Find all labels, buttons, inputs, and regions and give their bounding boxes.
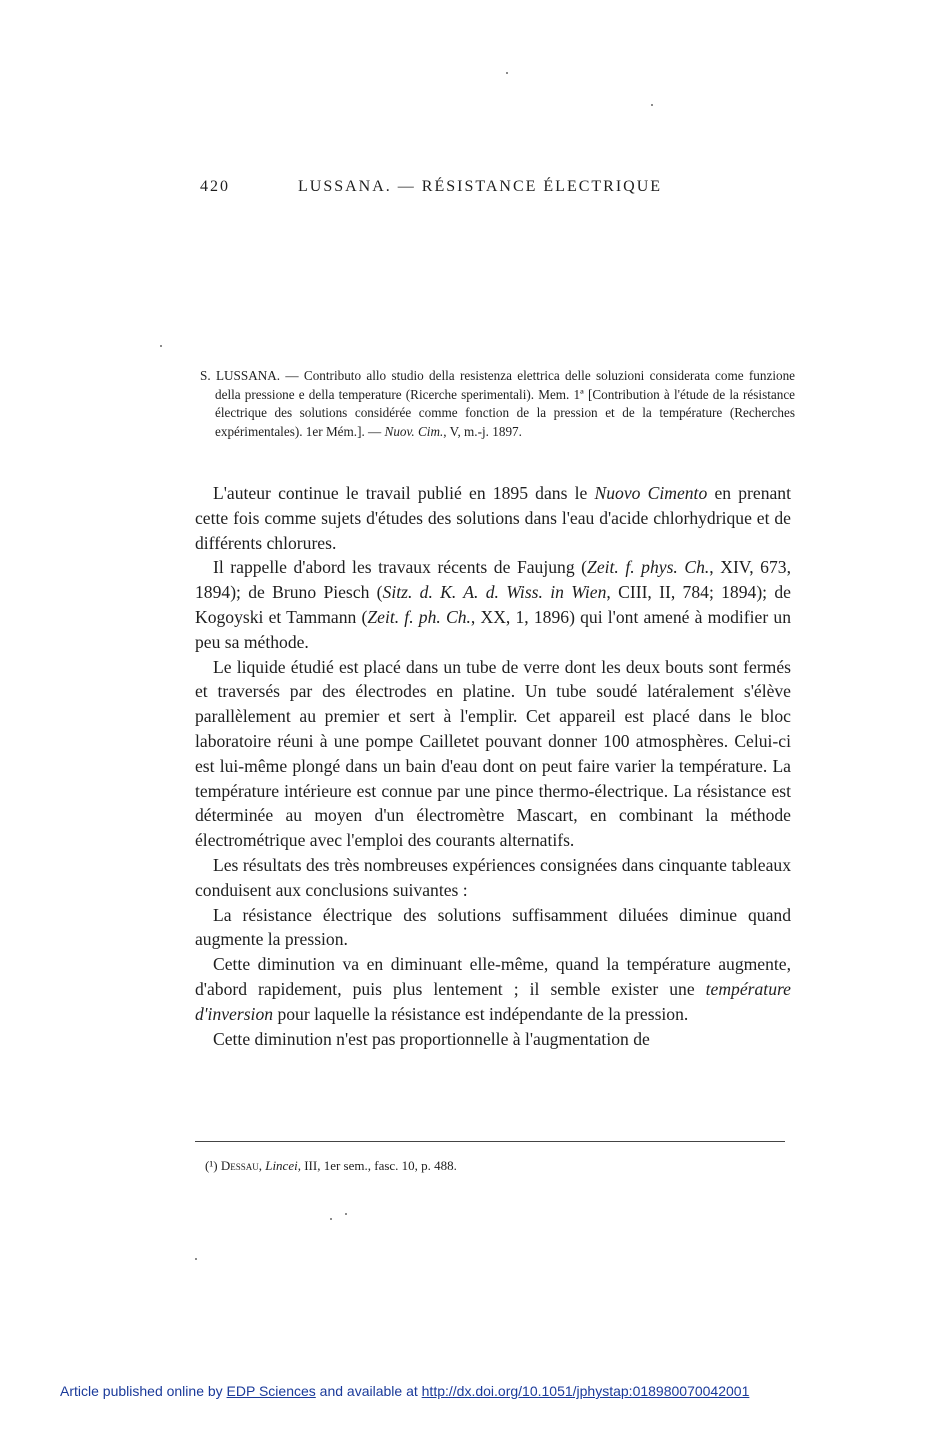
- footnote-journal: Lincei,: [265, 1158, 301, 1173]
- text-run: en prenant cette fois comme sujets d'études des solutions dans l'eau d'acide chlorhydrique et de différents chlorures.: [195, 483, 791, 553]
- paragraph: Cette diminution n'est pas proportionnelle à l'augmentation de: [213, 1028, 650, 1049]
- paragraph: La résistance électrique des solutions suffisamment diluées diminue quand augmente la pression.: [195, 904, 791, 950]
- text-run: , XX, 1, 1896) qui l'ont amené à modifier un peu sa méthode.: [195, 606, 791, 652]
- notice-prefix: Article published online by: [60, 1383, 227, 1399]
- footnote-rule: [195, 1141, 785, 1142]
- italic-text: Sitz. d. K. A. d. Wiss. in Wien: [382, 582, 607, 603]
- entry-author: S. LUSSANA. —: [200, 368, 299, 383]
- paragraph: [195, 952, 791, 1026]
- scan-speck: [330, 1218, 332, 1220]
- text-run: , XIV, 673, 1894); de Bruno Piesch (: [195, 557, 791, 603]
- paragraph: [195, 481, 791, 555]
- italic-text: température d'inversion: [195, 978, 791, 1024]
- paragraph: [195, 555, 791, 654]
- scan-speck: [345, 1213, 347, 1215]
- scan-speck: [506, 72, 508, 74]
- footnote: [205, 1158, 785, 1174]
- footnote-author: Dessau,: [220, 1158, 262, 1173]
- italic-text: Zeit. f. phys. Ch.: [587, 557, 710, 578]
- scan-speck: [195, 1258, 197, 1260]
- text-run: L'auteur continue le travail publié en 1895 dans le: [213, 483, 595, 503]
- italic-text: Nuovo Cimento: [594, 483, 708, 503]
- footnote-marker: (¹): [205, 1158, 218, 1173]
- text-run: Cette diminution va en diminuant elle-même, quand la température augmente, d'abord rapidement, puis plus lentement ; il semble exister une: [195, 954, 791, 999]
- scan-speck: [160, 345, 162, 347]
- entry-citation: , V, m.-j. 1897.: [443, 423, 522, 439]
- notice-middle: and available at: [315, 1383, 422, 1399]
- page-number: 420: [200, 178, 230, 195]
- entry-journal: Nuov. Cim.: [384, 423, 444, 439]
- doi-link[interactable]: http://dx.doi.org/10.1051/jphystap:018980070042001: [421, 1383, 750, 1399]
- text-run: Il rappelle d'abord les travaux récents de Faujung (: [213, 557, 588, 578]
- text-run: , CIII, II, 784; 1894); de Kogoyski et Tammann (: [195, 582, 791, 627]
- publisher-link[interactable]: EDP Sciences: [226, 1383, 316, 1399]
- entry-title-french: [Contribution à l'étude de la résistance électrique des solutions considérée comme fonction de la pression et de la température (Recherches expérimentales). 1er Mém.]. —: [215, 386, 796, 439]
- running-title: LUSSANA. — RÉSISTANCE ÉLECTRIQUE: [298, 178, 663, 195]
- scan-speck: [651, 104, 653, 106]
- footnote-reference: III, 1er sem., fasc. 10, p. 488.: [304, 1158, 457, 1173]
- bibliographic-entry: [200, 367, 795, 441]
- italic-text: Zeit. f. ph. Ch.: [367, 606, 471, 627]
- article-body: [195, 481, 791, 1051]
- paragraph: Les résultats des très nombreuses expériences consignées dans cinquante tableaux conduisent aux conclusions suivantes :: [195, 854, 791, 900]
- paragraph: Le liquide étudié est placé dans un tube de verre dont les deux bouts sont fermés et traversés par des électrodes en platine. Un tube soudé latéralement s'élève parallèlement au premier et sert à l'emplir. Cet appareil est placé dans le bloc laboratoire réuni à une pompe Cailletet pouvant donner 100 atmosphères. Celui-ci est lui-même plongé dans un bain d'eau dont on peut faire varier la température. La température intérieure est connue par une pince thermo-électrique. La résistance est déterminée au moyen d'un électromètre Mascart, en combinant la méthode électrométrique avec l'emploi des courants alternatifs.: [195, 656, 791, 851]
- text-run: pour laquelle la résistance est indépendante de la pression.: [273, 1003, 689, 1024]
- publication-notice: [60, 1383, 880, 1399]
- entry-title-italian: Contributo allo studio della resistenza elettrica delle soluzioni considerata come funzione della pressione e della temperature (Ricerche sperimentali). Mem. 1ª: [215, 368, 796, 402]
